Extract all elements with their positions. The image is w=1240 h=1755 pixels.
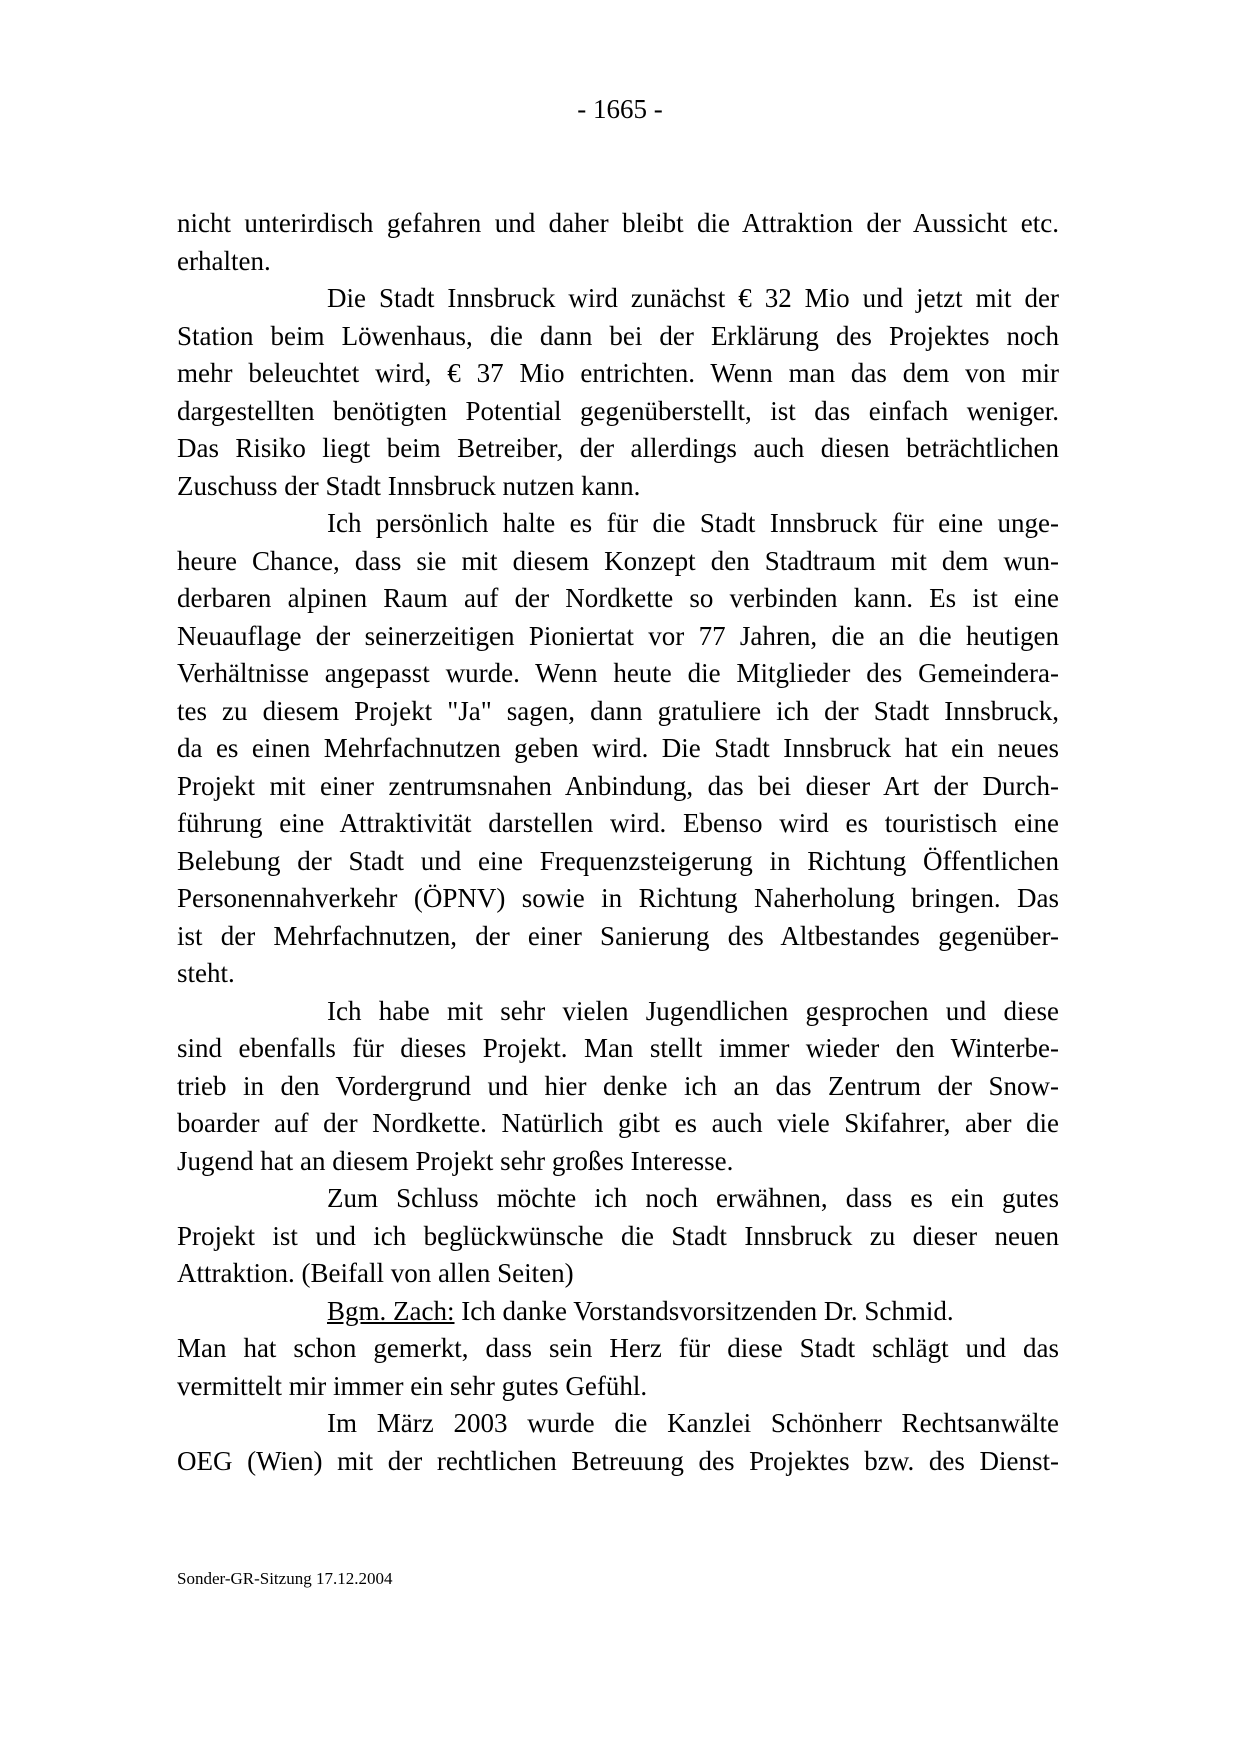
text-line: Ich persönlich halte es für die Stadt Innsbruck für eine unge- [327, 508, 1059, 538]
text-line: Zum Schluss möchte ich noch erwähnen, dass es ein gutes [327, 1183, 1059, 1213]
text-line: mehr beleuchtet wird, € 37 Mio entrichten. Wenn man das dem von mir [177, 358, 1059, 388]
text-line: vermittelt mir immer ein sehr gutes Gefühl. [177, 1370, 648, 1401]
speaker-line [177, 1293, 1059, 1331]
text-line: Belebung der Stadt und eine Frequenzsteigerung in Richtung Öffentlichen [177, 845, 1059, 876]
text-line: trieb in den Vordergrund und hier denke ich an das Zentrum der Snow- [177, 1070, 1059, 1101]
paragraph-4 [177, 993, 1059, 1181]
text-line: derbaren alpinen Raum auf der Nordkette so verbinden kann. Es ist eine [177, 583, 1059, 613]
text-line: Projekt mit einer zentrumsnahen Anbindung, das bei dieser Art der Durch- [177, 770, 1059, 801]
text-line: Das Risiko liegt beim Betreiber, der allerdings auch diesen beträchtlichen [177, 433, 1059, 463]
text-line: tes zu diesem Projekt "Ja" sagen, dann gratuliere ich der Stadt Innsbruck, [177, 695, 1059, 726]
text-line: dargestellten benötigten Potential gegenüberstellt, ist das einfach weniger. [177, 395, 1059, 426]
text-line: nicht unterirdisch gefahren und daher bleibt die Attraktion der Aussicht etc. [177, 208, 1059, 238]
paragraph-5 [177, 1180, 1059, 1293]
paragraph-3 [177, 505, 1059, 993]
text-line: Man hat schon gemerkt, dass sein Herz für diese Stadt schlägt und das [177, 1333, 1059, 1363]
text-line: steht. [177, 958, 235, 988]
page-number: - 1665 - [577, 94, 663, 124]
text-line: Personennahverkehr (ÖPNV) sowie in Richtung Naherholung bringen. Das [177, 883, 1059, 913]
text-line: Verhältnisse angepasst wurde. Wenn heute die Mitglieder des Gemeindera- [177, 658, 1059, 688]
text-line: heure Chance, dass sie mit diesem Konzept den Stadtraum mit dem wun- [177, 545, 1059, 576]
speaker-paragraph [177, 1293, 1059, 1406]
text-line: sind ebenfalls für dieses Projekt. Man stellt immer wieder den Winterbe- [177, 1033, 1059, 1063]
text-line: erhalten. [177, 245, 271, 276]
text-line: Im März 2003 wurde die Kanzlei Schönherr Rechtsanwälte [327, 1408, 1059, 1438]
text-line: führung eine Attraktivität darstellen wird. Ebenso wird es touristisch eine [177, 808, 1059, 838]
text-line: Neuauflage der seinerzeitigen Pioniertat vor 77 Jahren, die an die heutigen [177, 620, 1059, 651]
text-line: OEG (Wien) mit der rechtlichen Betreuung des Projektes bzw. des Dienst- [177, 1445, 1059, 1476]
page-footer: Sonder-GR-Sitzung 17.12.2004 [177, 1569, 393, 1588]
text-line: Station beim Löwenhaus, die dann bei der Erklärung des Projektes noch [177, 320, 1059, 351]
paragraph-1 [177, 205, 1059, 280]
text-line: Projekt ist und ich beglückwünsche die Stadt Innsbruck zu dieser neuen [177, 1220, 1059, 1251]
text-line: ist der Mehrfachnutzen, der einer Sanierung des Altbestandes gegenüber- [177, 920, 1059, 951]
paragraph-2 [177, 280, 1059, 505]
text-line: Ich habe mit sehr vielen Jugendlichen gesprochen und diese [327, 995, 1059, 1026]
speaker-name: Bgm. Zach: [327, 1295, 455, 1326]
text-line: da es einen Mehrfachnutzen geben wird. Die Stadt Innsbruck hat ein neues [177, 733, 1059, 763]
text-line: boarder auf der Nordkette. Natürlich gibt es auch viele Skifahrer, aber die [177, 1108, 1059, 1138]
document-body [177, 205, 1059, 1480]
speaker-text: Ich danke Vorstandsvorsitzenden Dr. Schmid. [454, 1295, 954, 1326]
text-line: Zuschuss der Stadt Innsbruck nutzen kann. [177, 470, 641, 501]
text-line: Jugend hat an diesem Projekt sehr großes Interesse. [177, 1145, 734, 1176]
text-line: Die Stadt Innsbruck wird zunächst € 32 Mio und jetzt mit der [327, 283, 1059, 313]
paragraph-final [177, 1405, 1059, 1480]
text-line: Attraktion. (Beifall von allen Seiten) [177, 1258, 574, 1288]
